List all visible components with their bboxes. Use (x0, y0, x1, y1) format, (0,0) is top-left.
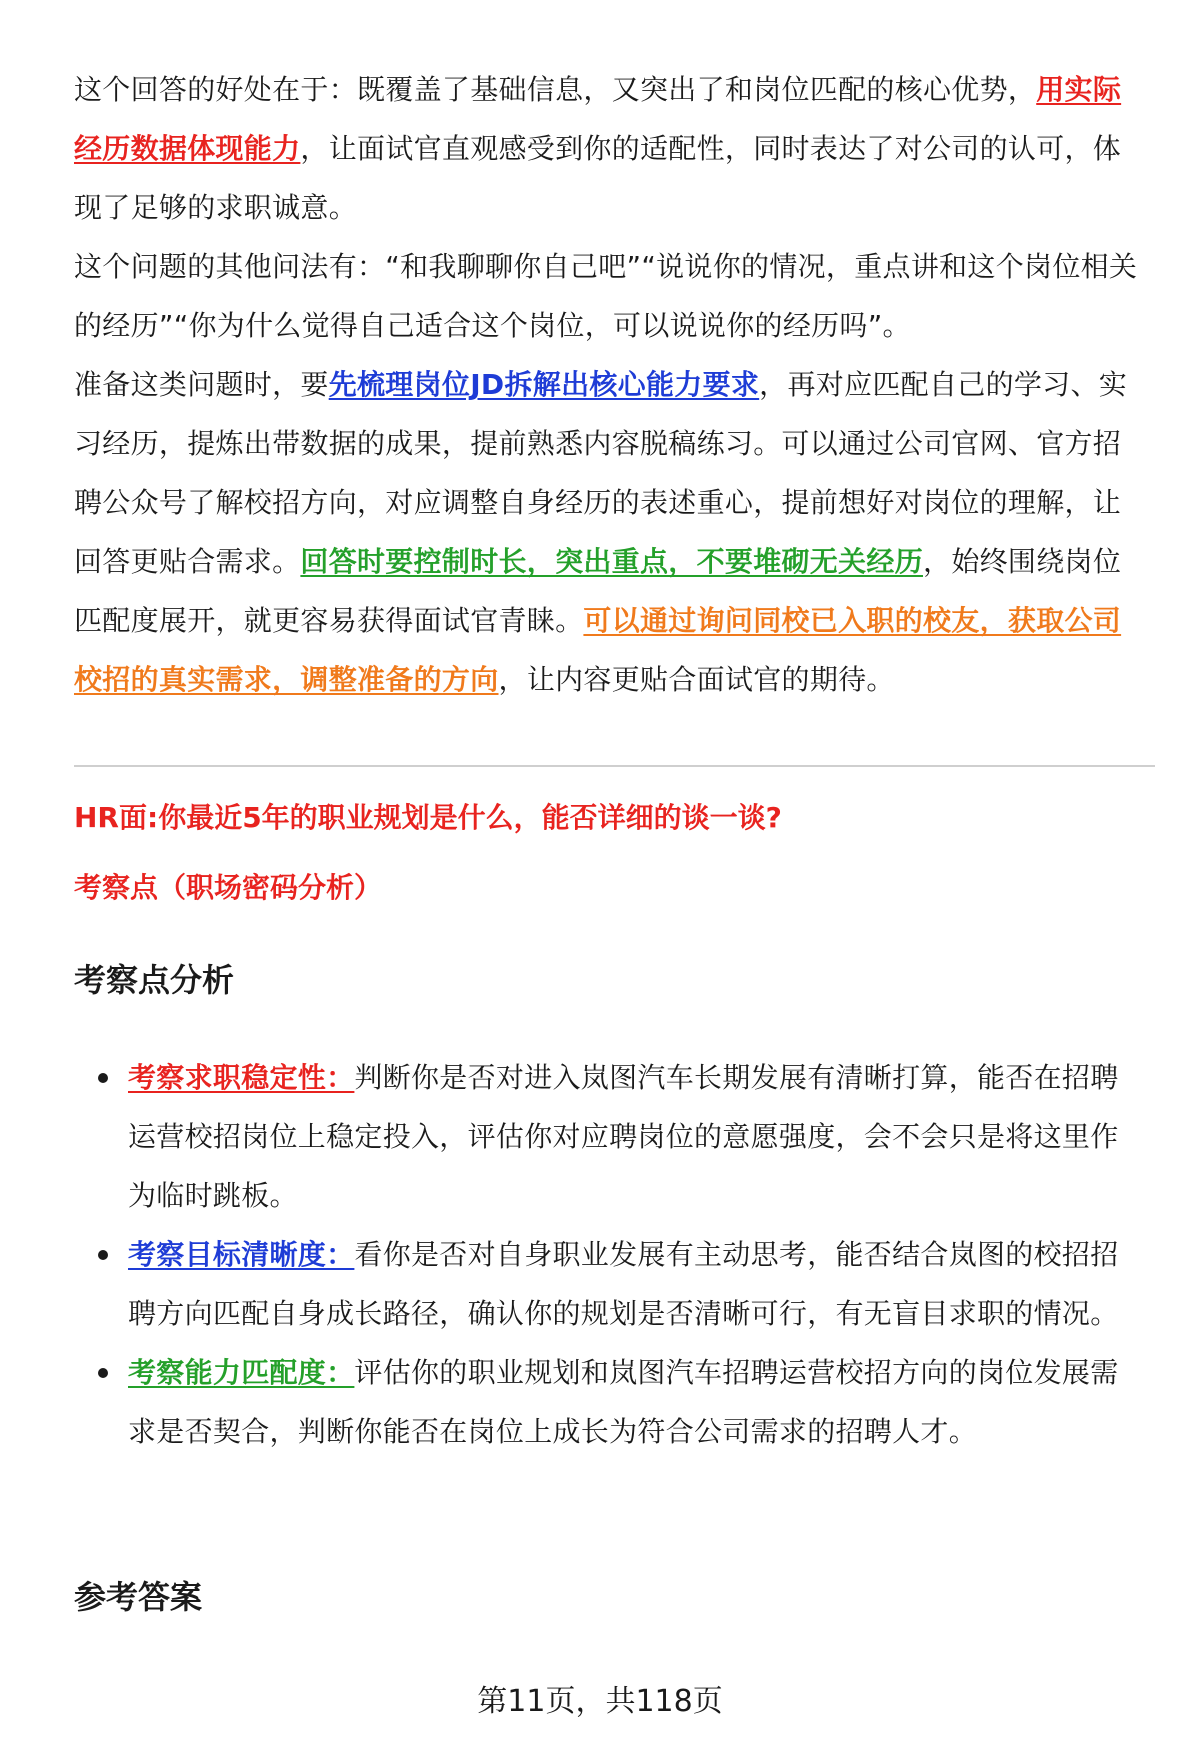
paragraph-text: ，始终围绕岗位匹配度展开，就更容易获得面试官青睐。 (74, 545, 1122, 637)
paragraph-text: ，让面试官直观感受到你的适配性，同时表达了对公司的认可，体现了足够的求职诚意。 (74, 132, 1122, 224)
answer-title: 参考答案 (74, 1578, 203, 1616)
highlight-red: 用实际经历数据体现能力 (74, 73, 1122, 165)
bullet-text: 评估你的职业规划和岚图汽车招聘运营校招方向的岗位发展需求是否契合，判断你能否在岗位上成长为符合公司需求的招聘人才。 (128, 1356, 1119, 1448)
list-item (74, 1343, 1146, 1461)
page-footer: 第11页，共118页 (477, 1684, 723, 1719)
paragraph-text: 准备这类问题时，要 (74, 368, 329, 401)
intro-paragraph-2: 这个问题的其他问法有：“和我聊聊你自己吧”“说说你的情况，重点讲和这个岗位相关的经历”“你为什么觉得自己适合这个岗位，可以说说你的经历吗”。 (74, 250, 1138, 342)
intro-paragraph-1 (74, 60, 1146, 237)
bullet-icon (98, 1250, 108, 1260)
list-item (74, 1048, 1146, 1225)
analysis-list (74, 1048, 1146, 1461)
list-item (74, 1225, 1146, 1343)
bullet-label: 考察目标清晰度： (128, 1238, 355, 1271)
intro-paragraph-3 (74, 355, 1146, 709)
highlight-orange: 可以通过询问同校已入职的校友，获取公司校招的真实需求，调整准备的方向 (74, 604, 1122, 696)
analysis-title: 考察点分析 (74, 961, 235, 999)
bullet-label: 考察求职稳定性： (128, 1061, 355, 1094)
kcd-label: 考察点（职场密码分析） (74, 871, 383, 904)
bullet-icon (98, 1073, 108, 1083)
highlight-blue: 先梳理岗位JD拆解出核心能力要求 (328, 368, 760, 401)
intro-section (74, 60, 1146, 709)
bullet-icon (98, 1368, 108, 1378)
highlight-green: 回答时要控制时长，突出重点，不要堆砌无关经历 (300, 545, 924, 578)
bullet-text: 看你是否对自身职业发展有主动思考，能否结合岚图的校招招聘方向匹配自身成长路径，确认你的规划是否清晰可行，有无盲目求职的情况。 (128, 1238, 1119, 1330)
bullet-label: 考察能力匹配度： (128, 1356, 355, 1389)
paragraph-text: ，再对应匹配自己的学习、实习经历，提炼出带数据的成果，提前熟悉内容脱稿练习。可以通过公司官网、官方招聘公众号了解校招方向，对应调整自身经历的表述重心，提前想好对岗位的理解，让回答更贴合需求。 (74, 368, 1128, 578)
hr-question-heading: HR面:你最近5年的职业规划是什么，能否详细的谈一谈? (74, 801, 782, 834)
paragraph-text: ，让内容更贴合面试官的期待。 (498, 663, 895, 696)
section-divider (74, 765, 1155, 767)
bullet-text: 判断你是否对进入岚图汽车长期发展有清晰打算，能否在招聘运营校招岗位上稳定投入，评估你对应聘岗位的意愿强度，会不会只是将这里作为临时跳板。 (128, 1061, 1119, 1212)
paragraph-text: 这个回答的好处在于：既覆盖了基础信息，又突出了和岗位匹配的核心优势， (74, 73, 1037, 106)
